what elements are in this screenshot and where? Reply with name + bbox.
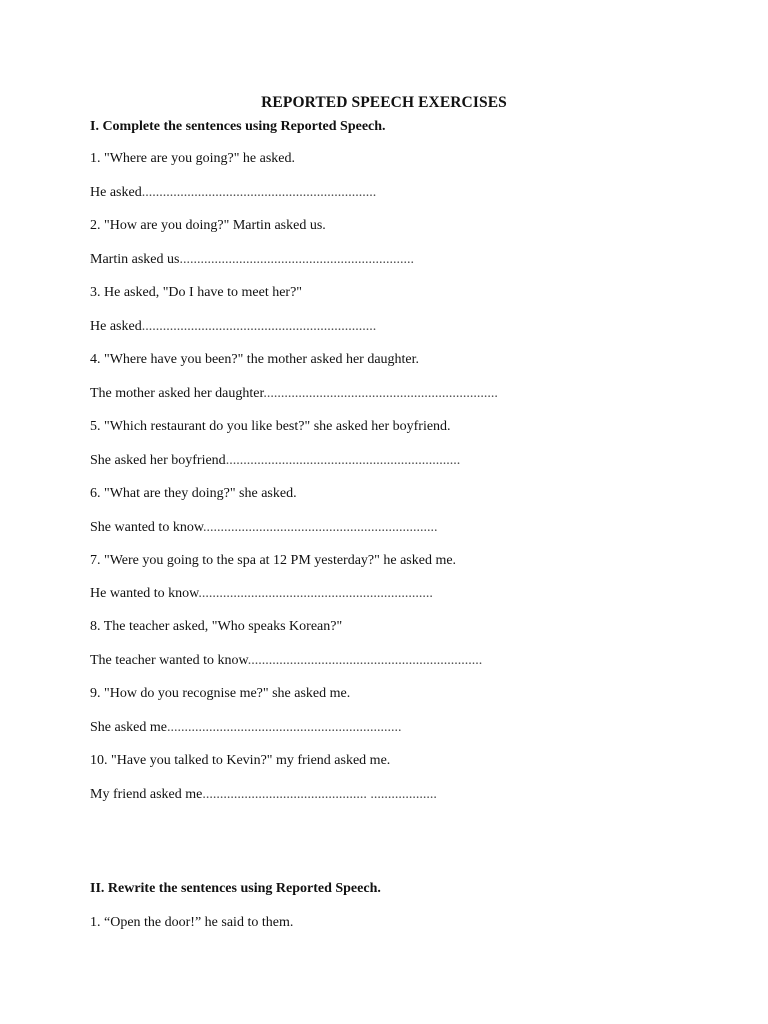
answer-blank: ...................................................................	[263, 386, 498, 401]
question-8: 8. The teacher asked, "Who speaks Korean?"	[90, 619, 343, 634]
question-3: 3. He asked, "Do I have to meet her?"	[90, 285, 303, 300]
answer-line-6	[90, 519, 438, 537]
question-6: 6. "What are they doing?" she asked.	[90, 486, 297, 501]
question-1: 1. "Where are you going?" he asked.	[90, 151, 296, 166]
answer-prefix: The mother asked her daughter	[90, 386, 264, 401]
answer-blank: ...................................................................	[198, 586, 433, 601]
answer-blank: ...................................................................	[141, 185, 377, 200]
question-5: 5. "Which restaurant do you like best?" she asked her boyfriend.	[90, 419, 451, 434]
answer-prefix: He asked	[90, 185, 142, 200]
question-10: 10. "Have you talked to Kevin?" my friend asked me.	[90, 753, 391, 768]
answer-blank: ...................................................................	[203, 520, 438, 535]
answer-blank: ...................................................................	[225, 453, 461, 468]
answer-blank: ...................................................................	[179, 252, 414, 267]
question-9: 9. "How do you recognise me?" she asked me.	[90, 686, 351, 701]
answer-blank: ...................................................................	[141, 319, 377, 334]
question-2-1: 1. “Open the door!” he said to them.	[90, 915, 294, 930]
answer-blank: ...................................................................	[166, 720, 402, 735]
answer-line-1	[90, 184, 376, 202]
section-2-heading: II. Rewrite the sentences using Reported Speech.	[90, 881, 381, 896]
answer-prefix: My friend asked me	[90, 787, 203, 802]
answer-line-8	[90, 652, 482, 670]
answer-line-10	[90, 786, 437, 804]
answer-prefix: He wanted to know	[90, 586, 199, 601]
answer-prefix: The teacher wanted to know	[90, 653, 248, 668]
question-4: 4. "Where have you been?" the mother asked her daughter.	[90, 352, 420, 367]
answer-prefix: She asked me	[90, 720, 167, 735]
question-2: 2. "How are you doing?" Martin asked us.	[90, 218, 326, 233]
section-1-heading: I. Complete the sentences using Reported Speech.	[90, 119, 386, 134]
answer-line-3	[90, 318, 376, 336]
question-7: 7. "Were you going to the spa at 12 PM yesterday?" he asked me.	[90, 553, 457, 568]
answer-line-5	[90, 452, 460, 470]
answer-prefix: She wanted to know	[90, 520, 204, 535]
answer-line-9	[90, 719, 401, 737]
answer-line-7	[90, 585, 433, 603]
answer-prefix: She asked her boyfriend	[90, 453, 226, 468]
answer-prefix: He asked	[90, 319, 142, 334]
answer-blank: ............................................... ...................	[202, 787, 437, 802]
answer-line-2	[90, 251, 414, 269]
answer-blank: ...................................................................	[247, 653, 483, 668]
document-title: REPORTED SPEECH EXERCISES	[261, 94, 507, 111]
answer-line-4	[90, 385, 498, 403]
answer-prefix: Martin asked us	[90, 252, 180, 267]
